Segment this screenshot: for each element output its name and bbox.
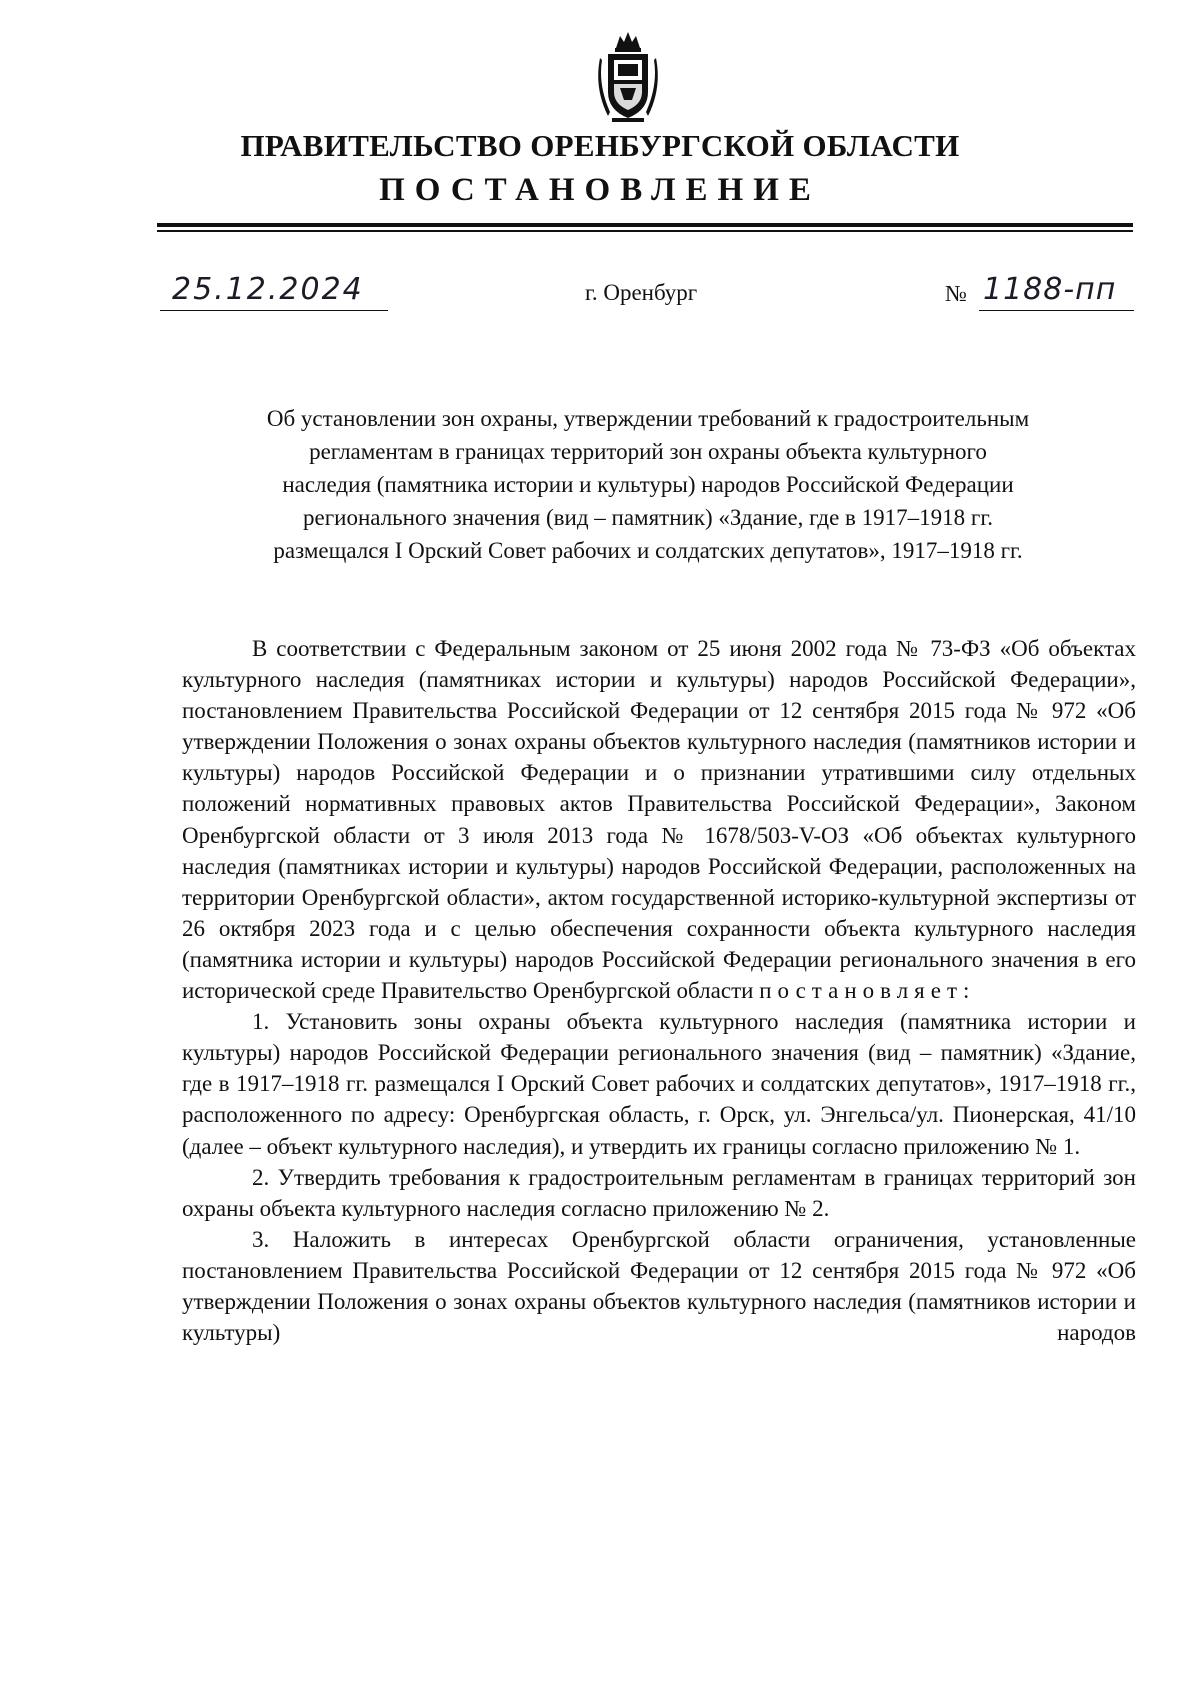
title-line: наследия (памятника истории и культуры) народов Российской Федерации <box>282 472 1014 497</box>
organization-name: ПРАВИТЕЛЬСТВО ОРЕНБУРГСКОЙ ОБЛАСТИ <box>240 128 960 163</box>
document-title <box>160 402 1136 567</box>
handwritten-number: 1188-пп <box>983 272 1117 307</box>
number-field <box>979 272 1134 311</box>
title-line: Об установлении зон охраны, утверждении требований к градостроительным <box>266 406 1030 431</box>
handwritten-date: 25.12.2024 <box>172 272 364 307</box>
item-2-paragraph: 2. Утвердить требования к градостроительным регламентам в границах территорий зон охраны объекта культурного наследия согласно приложению № 2. <box>182 1164 1136 1221</box>
header-divider-thick <box>157 223 1133 227</box>
document-body <box>182 633 1136 1348</box>
item-1-paragraph: 1. Установить зоны охраны объекта культурного наследия (памятника истории и культуры) народов Российской Федерации регионального значения (вид – памятник) «Здание, где в 1917–1918 гг. размещался I Орский Совет рабочих и солдатских депутатов», 1917–1918 гг., расположенного по адресу: Оренбургская область, г. Орск, ул. Энгельса/ул. Пионерская, 41/10 (далее – объект культурного наследия), и утвердить их границы согласно приложению № 1. <box>182 1009 1136 1159</box>
preamble-text: В соответствии с Федеральным законом от 25 июня 2002 года № 73-ФЗ «Об объектах культурного наследия (памятниках истории и культуры) народов Российской Федерации», постановлением Правительства Российской Федерации от 12 сентября 2015 года № 972 «Об утверждении Положения о зонах охраны объектов культурного наследия (памятников истории и культуры) народов Российской Федерации и о признании утратившими силу отдельных положений нормативных правовых актов Правительства Российской Федерации», Законом Оренбургской области от 3 июля 2013 года № 1678/503-V-ОЗ «Об объектах культурного наследия (памятниках истории и культуры) народов Российской Федерации, расположенных на территории Оренбургской области», актом государственной историко-культурной экспертизы от 26 октября 2023 года и с целью обеспечения сохранности объекта культурного наследия (памятника истории и культуры) народов Российской Федерации регионального значения в его исторической среде Правительство Оренбургской области <box>182 636 1136 1004</box>
title-line: регламентам в границах территорий зон охраны объекта культурного <box>309 439 987 464</box>
number-sign: № <box>945 281 967 306</box>
header-divider-thin <box>157 230 1133 232</box>
title-line: размещался I Орский Совет рабочих и солдатских депутатов», 1917–1918 гг. <box>273 538 1023 563</box>
coat-of-arms-emblem <box>598 30 658 125</box>
decree-word: постановляет: <box>759 978 976 1004</box>
title-line: регионального значения (вид – памятник) «Здание, где в 1917–1918 гг. <box>303 505 993 530</box>
document-type: ПОСТАНОВЛЕНИЕ <box>379 172 821 208</box>
date-field <box>160 272 388 311</box>
city-label: г. Оренбург <box>585 280 698 305</box>
preamble-paragraph <box>182 633 1136 1006</box>
item-3-paragraph: 3. Наложить в интересах Оренбургской области ограничения, установленные постановлением Правительства Российской Федерации от 12 сентября 2015 года № 972 «Об утверждении Положения о зонах охраны объектов культурного наследия (памятников истории и культуры) народов <box>182 1226 1136 1346</box>
